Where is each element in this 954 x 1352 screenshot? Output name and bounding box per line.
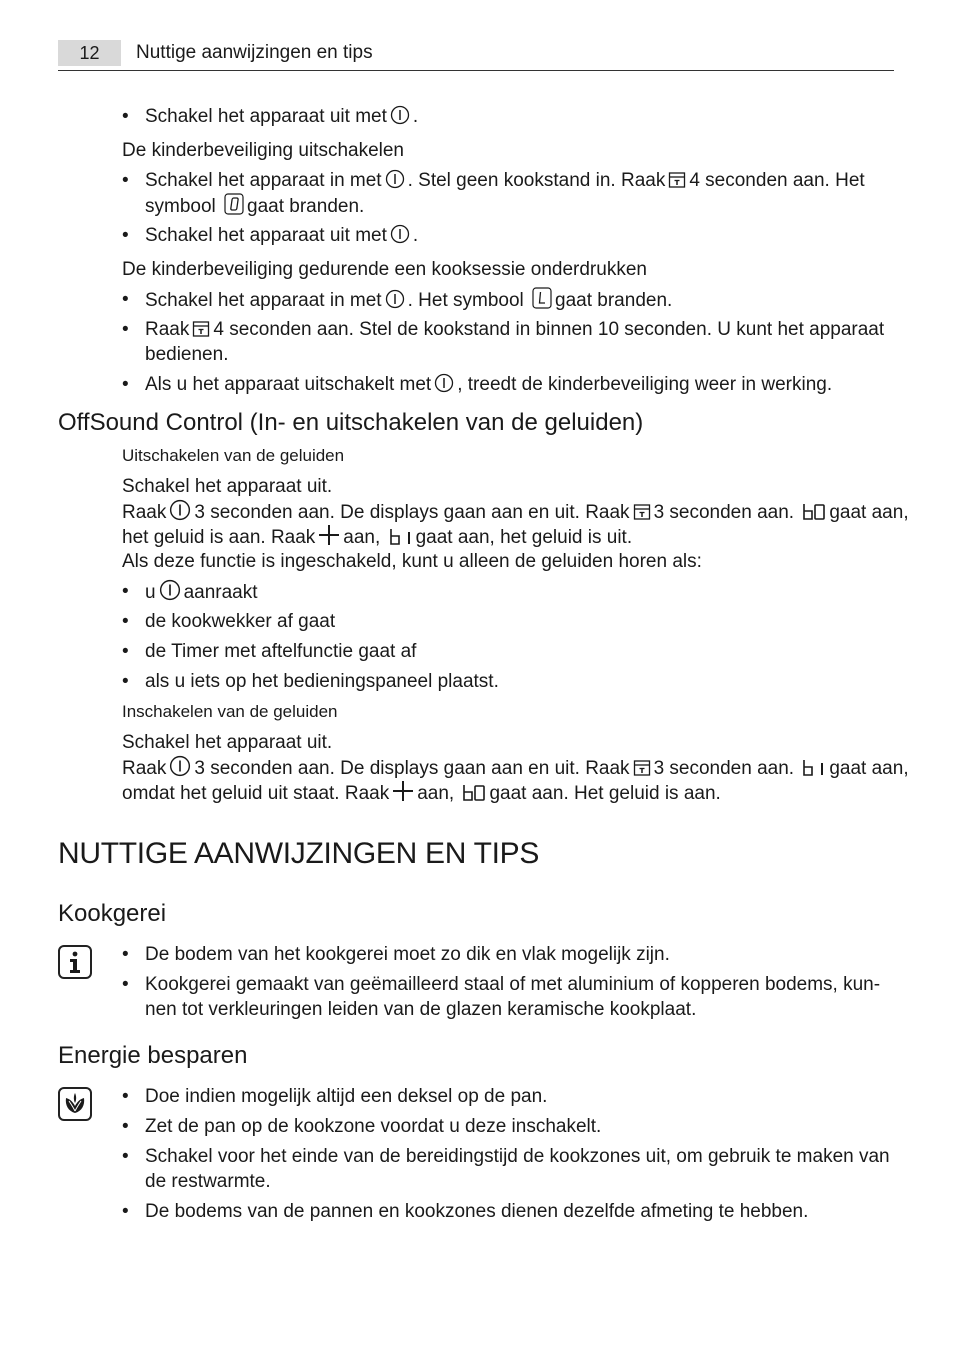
list-item: als u iets op het bedieningspaneel plaatst.: [145, 671, 499, 692]
bullet: •: [122, 581, 129, 602]
lock-icon: [633, 503, 651, 521]
paragraph-line: Raak 3 seconden aan. De displays gaan aan en uit. Raak 3 seconden aan. gaat aan,: [122, 499, 909, 525]
bullet: •: [122, 974, 129, 995]
lock-icon: [668, 171, 686, 189]
page-number: 12: [58, 40, 121, 66]
list-item: Zet de pan op de kookzone voordat u deze inschakelt.: [145, 1116, 602, 1137]
plus-icon: [318, 524, 340, 546]
bullet: •: [122, 225, 129, 246]
list-item: Schakel voor het einde van de bereidingstijd de kookzones uit, om gebruik te maken van: [145, 1146, 890, 1167]
display-0-icon: [224, 193, 244, 215]
section-heading-cookware: Kookgerei: [58, 900, 167, 927]
chapter-title: NUTTIGE AANWIJZINGEN EN TIPS: [58, 837, 540, 870]
power-icon: [390, 105, 410, 125]
header-rule: [58, 70, 894, 71]
bullet: •: [122, 170, 129, 191]
power-icon: [385, 169, 405, 189]
bullet: •: [122, 1201, 129, 1222]
bullet: •: [122, 289, 129, 310]
list-item: Schakel het apparaat in met . Het symbool gaat branden.: [145, 287, 672, 313]
list-item: Doe indien mogelijk altijd een deksel op de pan.: [145, 1086, 548, 1107]
list-item: Als u het apparaat uitschakelt met , treedt de kinderbeveiliging weer in werking.: [145, 374, 833, 395]
paragraph-line: Schakel het apparaat uit.: [122, 732, 333, 753]
bullet: •: [122, 944, 129, 965]
list-item: Schakel het apparaat in met . Stel geen kookstand in. Raak 4 seconden aan. Het: [145, 170, 865, 191]
list-item: Raak 4 seconden aan. Stel de kookstand in binnen 10 seconden. U kunt het apparaat: [145, 319, 885, 340]
lock-icon: [633, 759, 651, 777]
paragraph-line: Als deze functie is ingeschakeld, kunt u alleen de geluiden horen als:: [122, 551, 702, 572]
display-l-icon: [532, 287, 552, 309]
power-icon: [385, 289, 405, 309]
lock-icon: [192, 320, 210, 338]
display-b0-icon: [802, 503, 826, 521]
power-icon: [390, 224, 410, 244]
section-heading-offsound: OffSound Control (In- en uitschakelen van de geluiden): [58, 409, 644, 436]
bullet: •: [122, 641, 129, 662]
subheading-child-lock-suppress: De kinderbeveiliging gedurende een kooksessie onderdrukken: [122, 259, 647, 280]
bullet: •: [122, 374, 129, 395]
info-icon: [58, 945, 92, 979]
paragraph-line: Raak 3 seconden aan. De displays gaan aan en uit. Raak 3 seconden aan. gaat aan,: [122, 755, 909, 781]
bullet: •: [122, 611, 129, 632]
section-heading-energy: Energie besparen: [58, 1042, 248, 1069]
bullet: •: [122, 1116, 129, 1137]
list-item: Schakel het apparaat uit met .: [145, 225, 419, 246]
subheading-child-lock-off: De kinderbeveiliging uitschakelen: [122, 140, 405, 161]
list-item-continued: nen tot verkleuringen leiden van de glazen keramische kookplaat.: [145, 999, 697, 1020]
plus-icon: [392, 780, 414, 802]
running-header: Nuttige aanwijzingen en tips: [136, 42, 373, 63]
display-b1-icon: [389, 528, 413, 546]
list-item: De bodem van het kookgerei moet zo dik en vlak mogelijk zijn.: [145, 944, 670, 965]
power-icon: [159, 579, 181, 601]
subheading-sounds-off: Uitschakelen van de geluiden: [122, 446, 345, 465]
list-item: de kookwekker af gaat: [145, 611, 336, 632]
power-icon: [169, 755, 191, 777]
paragraph-line: omdat het geluid uit staat. Raak aan, gaat aan. Het geluid is aan.: [122, 780, 721, 806]
list-item-continued: bedienen.: [145, 344, 229, 365]
bullet: •: [122, 1086, 129, 1107]
list-item-continued: symbool gaat branden.: [145, 193, 364, 219]
power-icon: [169, 499, 191, 521]
list-item: Kookgerei gemaakt van geëmailleerd staal of met aluminium of kopperen bodems, kun-: [145, 974, 881, 995]
power-icon: [434, 373, 454, 393]
display-b0-icon: [462, 784, 486, 802]
bullet: •: [122, 106, 129, 127]
paragraph-line: het geluid is aan. Raak aan, gaat aan, het geluid is uit.: [122, 524, 632, 550]
bullet: •: [122, 671, 129, 692]
subheading-sounds-on: Inschakelen van de geluiden: [122, 702, 338, 721]
display-b1-icon: [802, 759, 826, 777]
list-item: Schakel het apparaat uit met .: [145, 106, 419, 127]
bullet: •: [122, 1146, 129, 1167]
bullet: •: [122, 319, 129, 340]
list-item: u aanraakt: [145, 579, 258, 605]
list-item-continued: de restwarmte.: [145, 1171, 271, 1192]
eco-icon: [58, 1087, 92, 1121]
list-item: de Timer met aftelfunctie gaat af: [145, 641, 417, 662]
paragraph-line: Schakel het apparaat uit.: [122, 476, 333, 497]
list-item: De bodems van de pannen en kookzones dienen dezelfde afmeting te hebben.: [145, 1201, 809, 1222]
